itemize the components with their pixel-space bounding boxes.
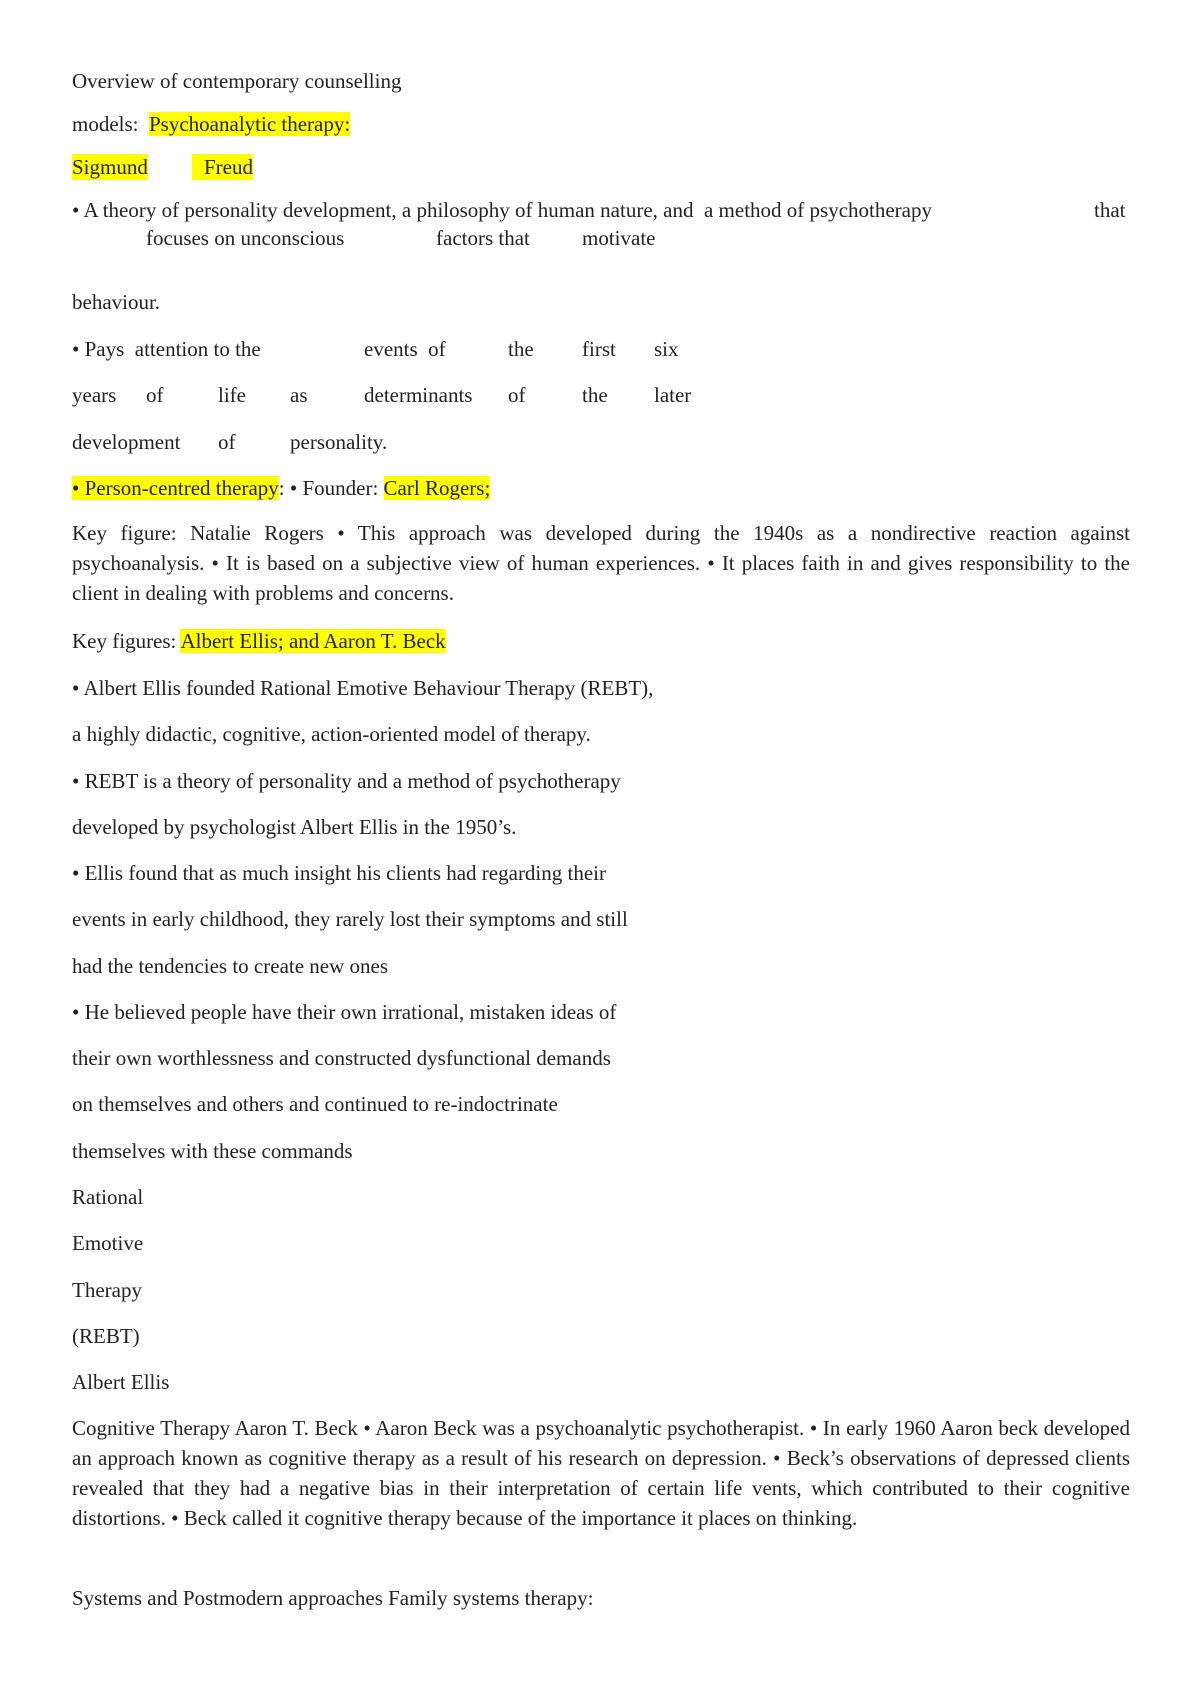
bullet-pays-word: of	[218, 430, 236, 454]
bullet-pays-word: development	[72, 430, 181, 454]
bullet-pays-word: later	[654, 383, 692, 407]
ellis-line: on themselves and others and continued to re-indoctrinate	[72, 1092, 558, 1116]
bullet-theory-line1-end: that	[1094, 198, 1126, 222]
bullet-pays-word: the	[508, 337, 534, 361]
bullet-pays-word: six	[654, 337, 679, 361]
highlight-psychoanalytic-therapy: Psychoanalytic therapy:	[149, 112, 351, 136]
bullet-pays-word: the	[582, 383, 608, 407]
ellis-line: Therapy	[72, 1278, 142, 1302]
bullet-theory-line2-b: factors that	[436, 226, 530, 250]
bullet-pays-word: of	[146, 383, 164, 407]
highlight-carl-rogers: Carl Rogers;	[383, 476, 491, 500]
beck-paragraph: Cognitive Therapy Aaron T. Beck • Aaron Beck was a psychoanalytic psychotherapist. • In early 1960 Aaron beck developed an approach known as cognitive therapy as a result of his research on depression. • Beck’s observations of depressed clients revealed that they had a negative bias in their interpretation of certain life vents, which contributed to their cognitive distortions. • Beck called it cognitive therapy because of the importance it places on thinking.	[72, 1416, 1130, 1530]
ellis-line: events in early childhood, they rarely lost their symptoms and still	[72, 907, 628, 931]
ellis-line: Emotive	[72, 1231, 144, 1255]
subtitle-prefix: models:	[72, 112, 149, 136]
highlight-sigmund: Sigmund	[72, 155, 148, 179]
ellis-line: Rational	[72, 1185, 144, 1209]
ellis-line: • He believed people have their own irrational, mistaken ideas of	[72, 1000, 617, 1024]
bullet-pays-word: determinants	[364, 383, 473, 407]
highlight-key-figures: Albert Ellis; and Aaron T. Beck	[180, 629, 446, 653]
ellis-line: (REBT)	[72, 1324, 140, 1348]
bullet-pays-word: life	[218, 383, 246, 407]
key-figures-line	[72, 628, 446, 654]
bullet-theory-line2-c: motivate	[582, 226, 656, 250]
bullet-theory-line1: • A theory of personality development, a philosophy of human nature, and a method of psychotherapy	[72, 198, 932, 222]
ellis-line: • REBT is a theory of personality and a method of psychotherapy	[72, 769, 621, 793]
bullet-pays-word: • Pays attention to the	[72, 337, 261, 361]
ellis-line: their own worthlessness and constructed dysfunctional demands	[72, 1046, 611, 1070]
key-figures-label: Key figures:	[72, 629, 181, 653]
ellis-line: had the tendencies to create new ones	[72, 954, 389, 978]
ellis-line: themselves with these commands	[72, 1139, 353, 1163]
ellis-line: developed by psychologist Albert Ellis in the 1950’s.	[72, 815, 517, 839]
rogers-paragraph: Key figure: Natalie Rogers • This approach was developed during the 1940s as a nondirective reaction against psychoanalysis. • It is based on a subjective view of human experiences. • It places faith in and gives responsibility to the client in dealing with problems and concerns.	[72, 521, 1130, 605]
systems-line: Systems and Postmodern approaches Family systems therapy:	[72, 1586, 594, 1610]
ellis-line: • Albert Ellis founded Rational Emotive Behaviour Therapy (REBT),	[72, 676, 654, 700]
highlight-person-centred: • Person-centred therapy	[72, 476, 279, 500]
bullet-pays-word: events of	[364, 337, 446, 361]
bullet-pays-word: years	[72, 383, 117, 407]
bullet-pays-word: first	[582, 337, 616, 361]
bullet-theory-line3: behaviour.	[72, 290, 161, 314]
highlight-freud: Freud	[192, 154, 253, 180]
bullet-pays-word: personality.	[290, 430, 388, 454]
document-title-line: Overview of contemporary counselling	[72, 69, 402, 93]
ellis-line: Albert Ellis	[72, 1370, 170, 1394]
ellis-line: a highly didactic, cognitive, action-oriented model of therapy.	[72, 722, 591, 746]
bullet-theory-line2-a: focuses on unconscious	[146, 226, 345, 250]
bullet-pays-word: as	[290, 383, 308, 407]
person-centred-line	[72, 475, 490, 501]
subtitle-line	[72, 111, 350, 137]
bullet-pays-word: of	[508, 383, 526, 407]
founder-label: : • Founder:	[278, 476, 384, 500]
ellis-line: • Ellis found that as much insight his clients had regarding their	[72, 861, 607, 885]
